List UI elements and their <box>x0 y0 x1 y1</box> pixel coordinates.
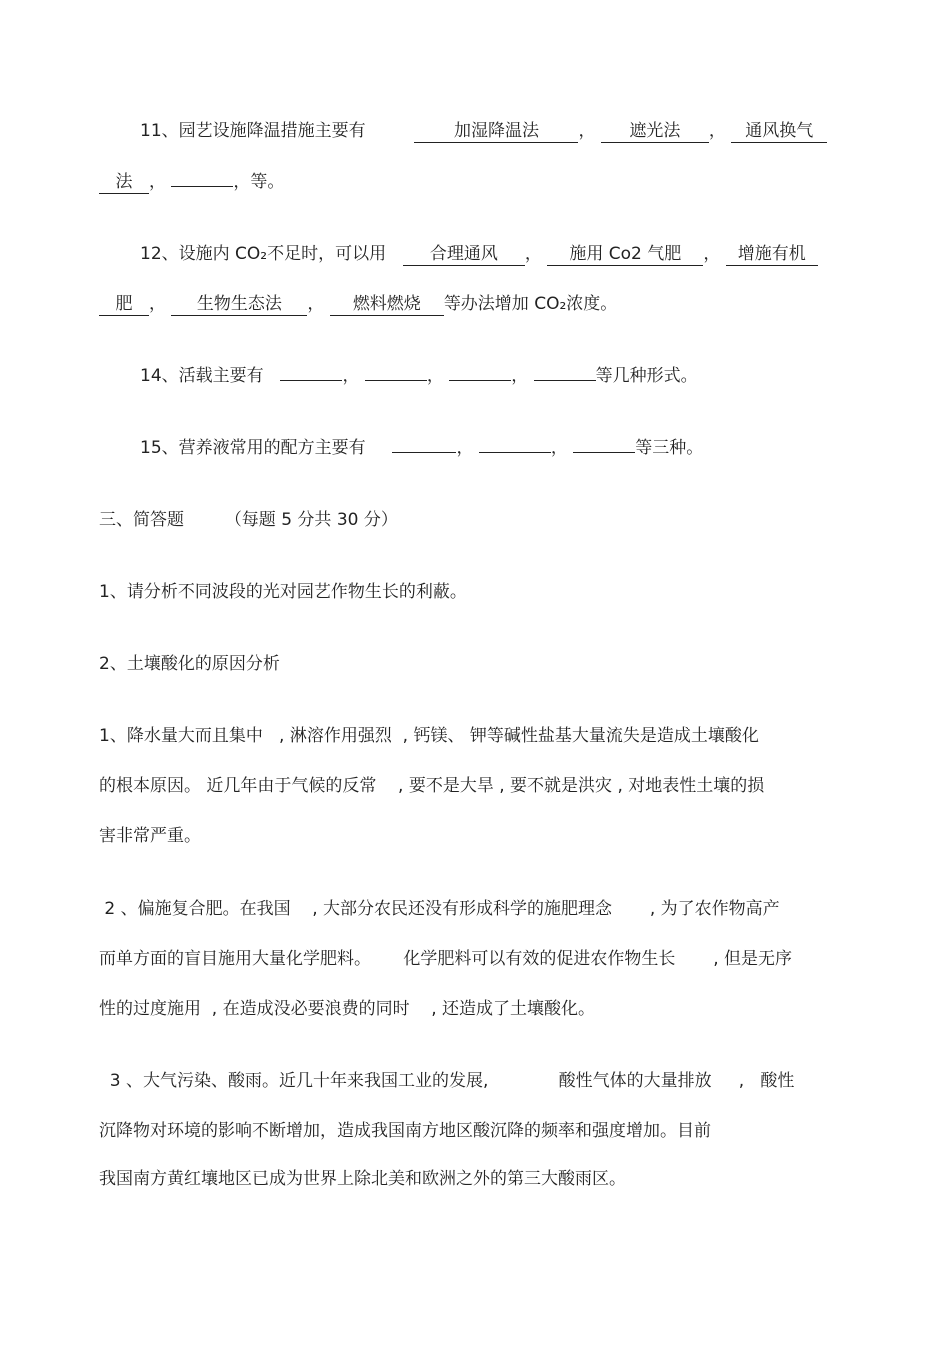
blank-11-1: 加湿降温法 <box>414 120 578 143</box>
question-14-text: 14、活载主要有 <box>140 366 264 386</box>
blank-14-3 <box>449 380 511 381</box>
answer-1-line-2: 的根本原因。 近几年由于气候的反常 , 要不是大旱 , 要不就是洪灾 , 对地表性土壤的损 <box>99 776 765 796</box>
question-15-line: 15、营养液常用的配方主要有 ， ， 等三种。 <box>140 438 704 458</box>
section-3-note: （每题 5 分共 30 分） <box>224 510 398 530</box>
blank-15-3 <box>573 452 635 453</box>
section-3-title: 三、简答题 <box>99 510 184 530</box>
blank-11-3-cont: 法 <box>99 171 149 194</box>
blank-11-4 <box>171 186 233 187</box>
blank-14-1 <box>280 380 342 381</box>
blank-12-4: 生物生态法 <box>171 293 307 316</box>
question-11-text: 11、园艺设施降温措施主要有 <box>140 121 366 141</box>
answer-3-line-3: 我国南方黄红壤地区已成为世界上除北美和欧洲之外的第三大酸雨区。 <box>99 1169 626 1189</box>
question-12-line-1: 12、设施内 CO₂不足时，可以用 合理通风 ， 施用 Co2 气肥 ， 增施有机 <box>140 242 818 266</box>
answer-2-line-2: 而单方面的盲目施用大量化学肥料。 化学肥料可以有效的促进农作物生长 , 但是无序 <box>99 949 793 969</box>
answer-3-line-2: 沉降物对环境的影响不断增加，造成我国南方地区酸沉降的频率和强度增加。目前 <box>99 1121 711 1141</box>
question-15-text: 15、营养液常用的配方主要有 <box>140 438 366 458</box>
answer-2-line-3: 性的过度施用 , 在造成没必要浪费的同时 , 还造成了土壤酸化。 <box>99 999 596 1019</box>
blank-12-2: 施用 Co2 气肥 <box>547 243 703 266</box>
blank-15-2 <box>479 452 551 453</box>
answer-2-line-1: 2 、偏施复合肥。在我国 , 大部分农民还没有形成科学的施肥理念 , 为了农作物高产 <box>99 899 780 919</box>
blank-12-1: 合理通风 <box>403 243 525 266</box>
question-11-line-1: 11、园艺设施降温措施主要有 加湿降温法 ， 遮光法 ， 通风换气 <box>140 119 827 143</box>
section-3-heading <box>99 508 398 532</box>
blank-15-1 <box>392 452 456 453</box>
short-question-2: 2、土壤酸化的原因分析 <box>99 654 280 674</box>
answer-1-line-1: 1、降水量大而且集中 , 淋溶作用强烈 , 钙镁、 钾等碱性盐基大量流失是造成土壤酸化 <box>99 726 759 746</box>
question-14-line: 14、活载主要有 ， ， ， 等几种形式。 <box>140 366 698 386</box>
question-11-line-2: 法 ， ，等。 <box>99 170 284 194</box>
blank-11-2: 遮光法 <box>601 120 709 143</box>
blank-12-3: 增施有机 <box>726 243 818 266</box>
question-12-line-2: 肥 ， 生物生态法 ， 燃料燃烧 等办法增加 CO₂浓度。 <box>99 292 617 316</box>
answer-3-line-1: 3 、大气污染、酸雨。近几十年来我国工业的发展, 酸性气体的大量排放 , 酸性 <box>99 1071 795 1091</box>
question-12-text: 12、设施内 CO₂不足时，可以用 <box>140 244 387 264</box>
blank-12-3-cont: 肥 <box>99 293 149 316</box>
short-question-1: 1、请分析不同波段的光对园艺作物生长的利蔽。 <box>99 582 467 602</box>
blank-11-3: 通风换气 <box>731 120 827 143</box>
blank-12-5: 燃料燃烧 <box>330 293 444 316</box>
answer-1-line-3: 害非常严重。 <box>99 826 201 846</box>
blank-14-2 <box>365 380 427 381</box>
blank-14-4 <box>534 380 596 381</box>
